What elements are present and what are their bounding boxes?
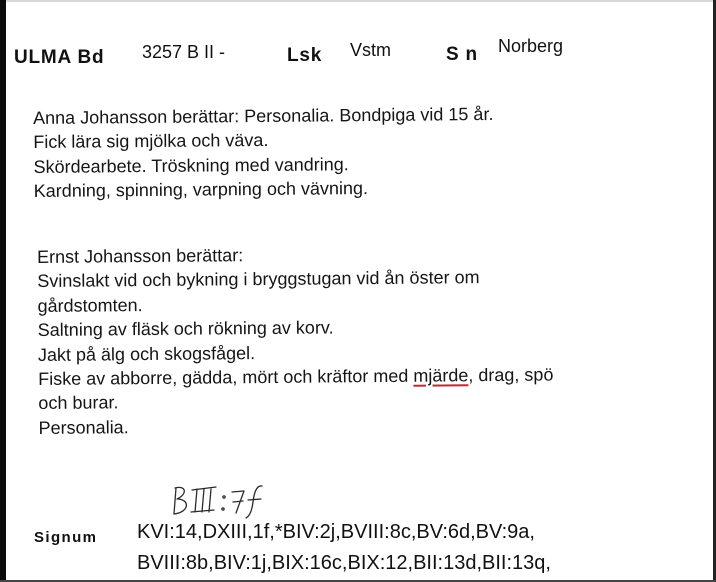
fishing-text-end: , drag, spö (468, 364, 554, 386)
paragraph-ernst (37, 241, 554, 441)
text-line-fishing (38, 362, 553, 391)
text-line: Jakt på älg och skogsfågel. (37, 342, 256, 365)
text-line: Saltning av fläsk och rökning av korv. (37, 317, 334, 341)
parish-value: Norberg (498, 36, 564, 56)
signum-line: BVIII:8b,BIV:1j,BIX:16c,BIX:12,BII:13d,BII:13q, (137, 552, 551, 574)
text-line: Skördearbete. Tröskning med vandring. (33, 154, 349, 177)
province-label: Lsk (287, 45, 323, 66)
fishing-text: Fiske av abborre, gädda, mört och kräftor med (38, 365, 414, 389)
paragraph-anna (33, 102, 494, 204)
record-number: 3257 B II - (142, 42, 226, 62)
signum-codes (137, 517, 551, 579)
province-value: Vstm (350, 40, 392, 60)
text-line: Anna Johansson berättar: Personalia. Bondpiga vid 15 år. (33, 103, 494, 128)
signum-line: KVI:14,DXIII,1f,*BIV:2j,BVIII:8c,BV:6d,BV:9a, (137, 521, 535, 543)
text-line: gårdstomten. (37, 294, 143, 316)
signum-label: Signum (34, 529, 98, 546)
card-top-edge (0, 0, 716, 2)
record-header (14, 36, 704, 70)
text-line: Personalia. (38, 416, 129, 438)
text-line: och burar. (38, 392, 119, 414)
card-left-edge (0, 0, 6, 582)
underlined-word: mjärde (413, 365, 469, 386)
text-line: Fick lära sig mjölka och väva. (33, 130, 269, 153)
text-line: Kardning, spinning, varpning och vävning. (33, 178, 369, 202)
archive-label: ULMA Bd (14, 47, 105, 68)
text-line: Ernst Johansson berättar: (37, 245, 244, 267)
parish-label: S n (446, 44, 478, 65)
text-line: Svinslakt vid och bykning i bryggstugan vid ån öster om (37, 267, 480, 292)
